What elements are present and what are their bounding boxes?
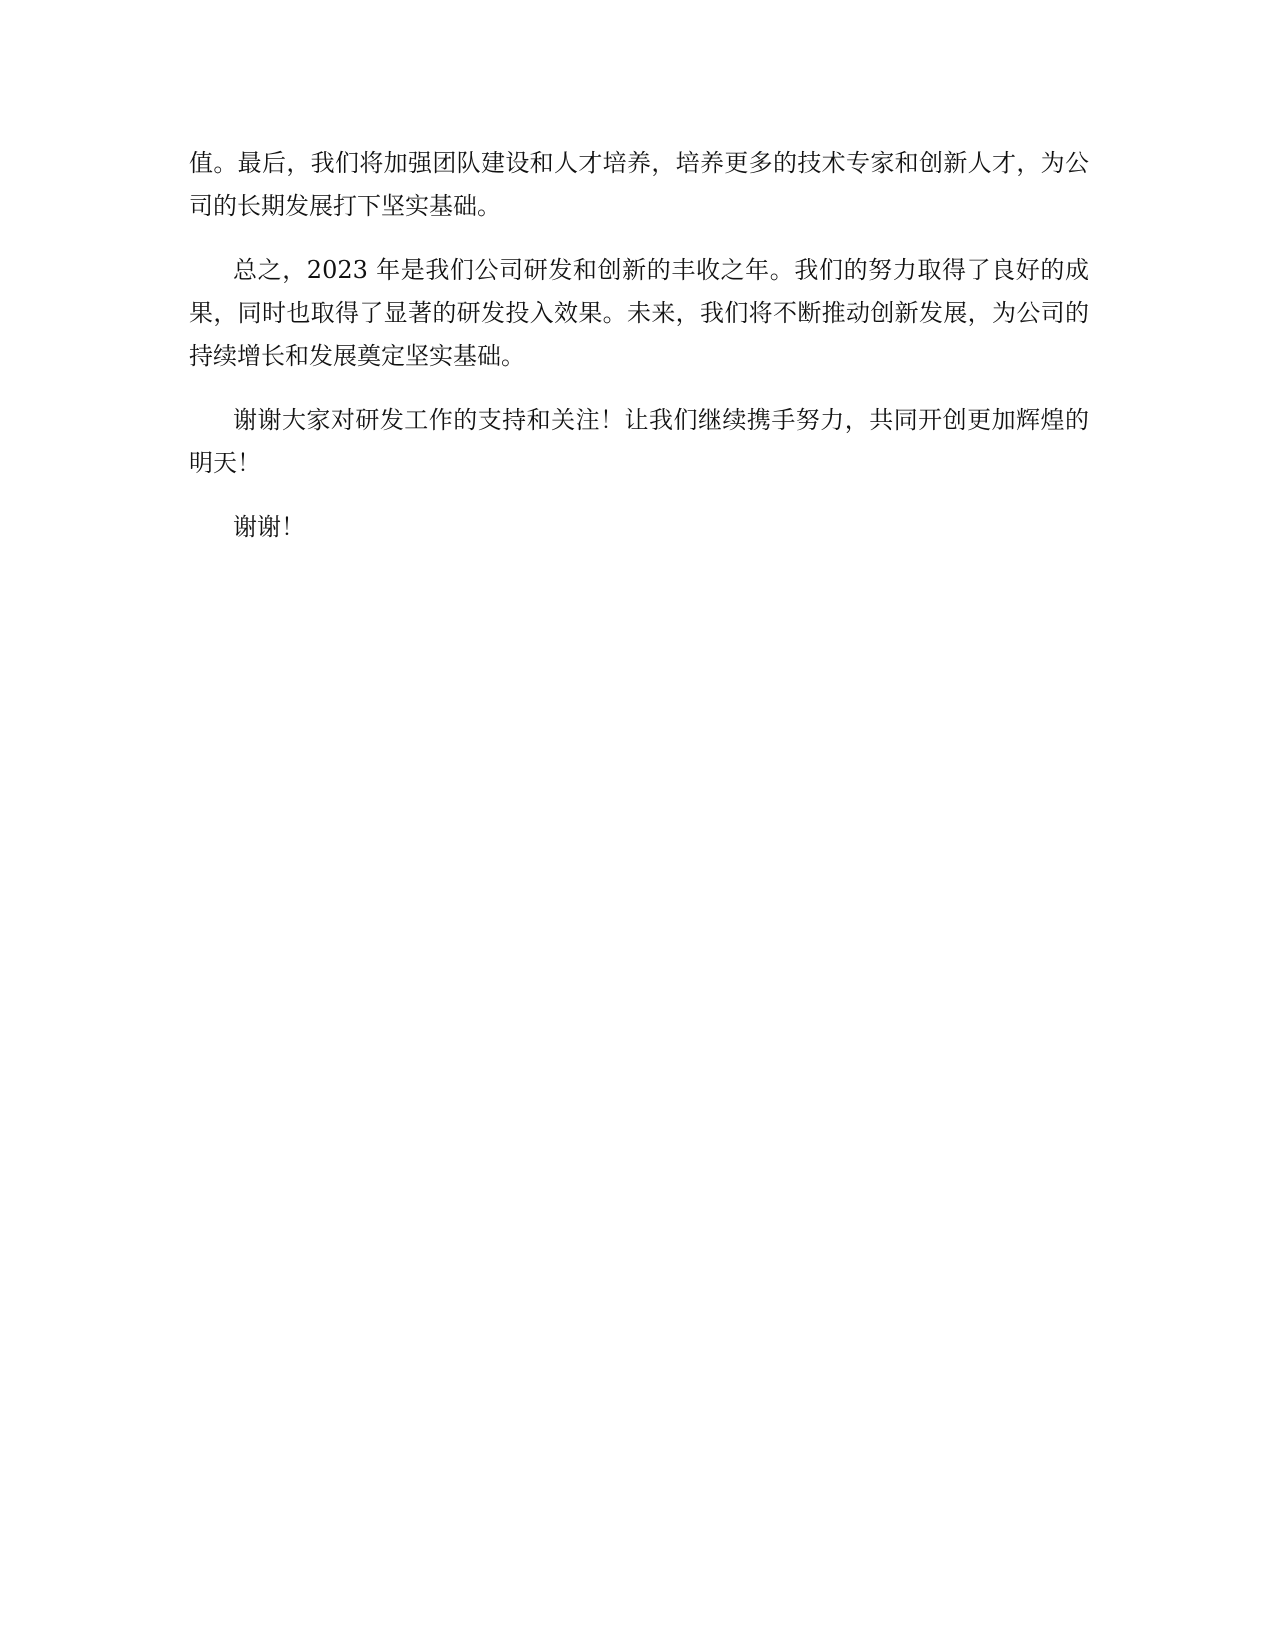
paragraph-summary: 总之，2023 年是我们公司研发和创新的丰收之年。我们的努力取得了良好的成果，同时也取得了显著的研发投入效果。未来，我们将不断推动创新发展，为公司的持续增长和发展奠定坚实基础。 [189, 256, 1089, 370]
paragraph-closing: 谢谢！ [233, 513, 305, 541]
document-body [189, 142, 1089, 570]
paragraph-thanks-support: 谢谢大家对研发工作的支持和关注！让我们继续携手努力，共同开创更加辉煌的明天！ [189, 406, 1089, 477]
paragraph-continuation: 值。最后，我们将加强团队建设和人才培养，培养更多的技术专家和创新人才，为公司的长期发展打下坚实基础。 [189, 149, 1089, 220]
